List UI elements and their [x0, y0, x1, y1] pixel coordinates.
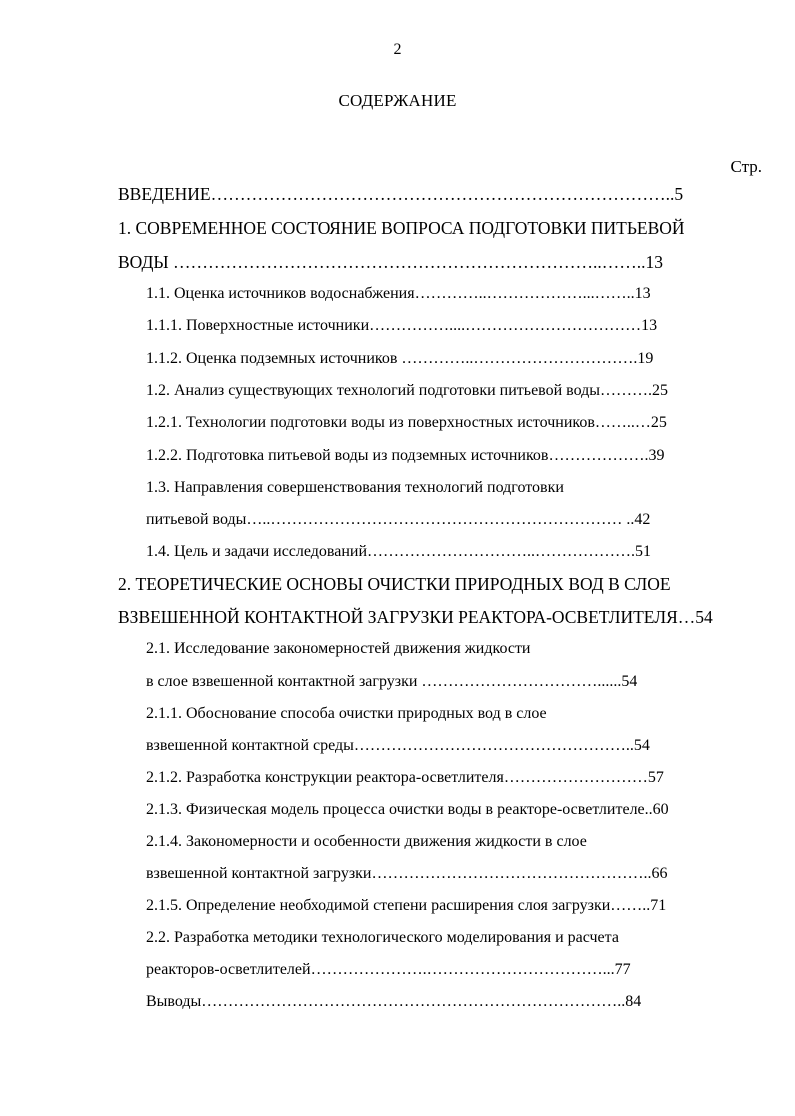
page-column-label: Стр.	[730, 157, 762, 176]
page-number: 2	[393, 41, 402, 58]
toc-entry: 1.4. Цель и задачи исследований…………………………..……………….51	[146, 543, 652, 560]
toc-entry: 2.1.1. Обоснование способа очистки природных вод в слое	[146, 705, 547, 722]
toc-entry: 1.1. Оценка источников водоснабжения…………..………………...……..13	[146, 285, 651, 302]
toc-entry: 2.1.5. Определение необходимой степени расширения слоя загрузки……..71	[146, 897, 667, 914]
page-title: СОДЕРЖАНИЕ	[338, 91, 457, 110]
toc-entry: в слое взвешенной контактной загрузки ……………………………......54	[146, 673, 638, 690]
toc-entry: взвешенной контактной среды……………………………………………..54	[146, 737, 650, 754]
toc-entry: 2.1. Исследование закономерностей движения жидкости	[146, 640, 531, 657]
toc-entry: 1.1.2. Оценка подземных источников …………..………………………….19	[146, 350, 654, 367]
toc-entry: 2.1.2. Разработка конструкции реактора-осветлителя………………………57	[146, 769, 664, 786]
toc-entry: питьевой воды…..………………………………………………………… ..42	[146, 511, 651, 528]
toc-entry: 1.3. Направления совершенствования технологий подготовки	[146, 479, 564, 496]
toc-entry: ВВЕДЕНИЕ……………………………………………………………………..5	[118, 184, 684, 204]
toc-entry: реакторов-осветлителей………………….……………………………...77	[146, 961, 631, 978]
toc-entry: 1.2.1. Технологии подготовки воды из поверхностных источников……..…25	[146, 414, 667, 431]
toc-entry: ВЗВЕШЕННОЙ КОНТАКТНОЙ ЗАГРУЗКИ РЕАКТОРА-ОСВЕТЛИТЕЛЯ…54	[118, 607, 713, 627]
toc-entry: 1.2.2. Подготовка питьевой воды из подземных источников……………….39	[146, 447, 665, 464]
toc-entry: 1.2. Анализ существующих технологий подготовки питьевой воды……….25	[146, 382, 669, 399]
toc-entry: 2. ТЕОРЕТИЧЕСКИЕ ОСНОВЫ ОЧИСТКИ ПРИРОДНЫХ ВОД В СЛОЕ	[118, 574, 671, 594]
toc-entry: 2.2. Разработка методики технологического моделирования и расчета	[146, 929, 619, 946]
toc-entry: 1. СОВРЕМЕННОЕ СОСТОЯНИЕ ВОПРОСА ПОДГОТОВКИ ПИТЬЕВОЙ	[118, 218, 685, 238]
toc-entry: 1.1.1. Поверхностные источники……………....……………………………13	[146, 317, 658, 334]
toc-entry: взвешенной контактной загрузки……………………………………………..66	[146, 865, 668, 882]
toc-entry: 2.1.3. Физическая модель процесса очистки воды в реакторе-осветлителе..60	[146, 801, 669, 818]
toc-entry: Выводы……………………………………………………………………..84	[146, 993, 642, 1010]
toc-entry: 2.1.4. Закономерности и особенности движения жидкости в слое	[146, 833, 587, 850]
toc-entry: ВОДЫ ………………………………………………………………..……..13	[118, 252, 664, 272]
